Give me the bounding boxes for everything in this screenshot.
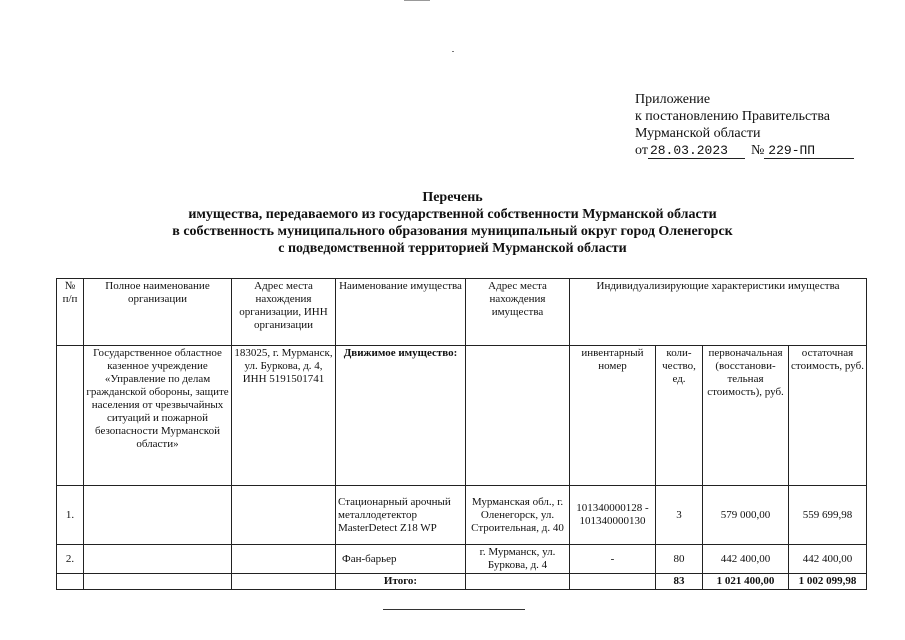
row-initial-cost: 579 000,00 — [703, 486, 789, 545]
row-property-address: Мурманская обл., г. Оленегорск, ул. Строительная, д. 40 — [466, 486, 570, 545]
total-row — [57, 574, 867, 590]
row-inventory: - — [570, 545, 656, 574]
total-residual-cost: 1 002 099,98 — [789, 574, 867, 590]
row-property-name: Фан-барьер — [336, 545, 466, 574]
row-num: 1. — [57, 486, 84, 545]
from-label: от — [635, 143, 648, 158]
decree-number: 229-ПП — [764, 144, 854, 159]
header-org-address: Адрес места нахождения организации, ИНН организации — [232, 279, 336, 346]
organization-name: Государственное областное казенное учреждение «Управление по делам гражданской обороны, защите населения от чрезвычайных ситуаций и пожарной безопасности Мурманской области» — [84, 346, 232, 486]
scan-mark — [404, 0, 430, 1]
appendix-line-3: Мурманской области — [635, 126, 761, 141]
header-num: № п/п — [57, 279, 84, 346]
header-inventory: инвентарный номер — [570, 346, 656, 486]
scan-dot — [452, 51, 454, 52]
header-row — [57, 279, 867, 346]
header-initial-cost: первоначальная (восстанови-тельная стоимость), руб. — [703, 346, 789, 486]
appendix-date-number-line — [635, 142, 854, 159]
appendix-line-2: к постановлению Правительства — [635, 109, 831, 124]
table-row — [57, 545, 867, 574]
property-type: Движимое имущество: — [336, 346, 466, 486]
header-property-name: Наименование имущества — [336, 279, 466, 346]
bottom-rule — [383, 609, 525, 610]
row-quantity: 3 — [656, 486, 703, 545]
title-line-2: имущества, передаваемого из государственной собственности Мурманской области — [188, 207, 717, 222]
appendix-block — [635, 91, 854, 159]
row-num: 2. — [57, 545, 84, 574]
total-initial-cost: 1 021 400,00 — [703, 574, 789, 590]
document-title — [0, 189, 905, 257]
property-table — [56, 278, 867, 590]
organization-address: 183025, г. Мурманск, ул. Буркова, д. 4, ИНН 5191501741 — [232, 346, 336, 486]
header-characteristics: Индивидуализирующие характеристики имущества — [570, 279, 867, 346]
title-line-1: Перечень — [422, 190, 483, 205]
total-label: Итого: — [336, 574, 466, 590]
title-line-4: с подведомственной территорией Мурманской области — [278, 241, 627, 256]
decree-date: 28.03.2023 — [648, 144, 745, 159]
title-line-3: в собственность муниципального образования муниципальный округ город Оленегорск — [172, 224, 733, 239]
header-quantity: коли-чество, ед. — [656, 346, 703, 486]
row-property-address: г. Мурманск, ул. Буркова, д. 4 — [466, 545, 570, 574]
table-row — [57, 486, 867, 545]
number-label: № — [750, 143, 765, 158]
row-inventory: 101340000128 - 101340000130 — [570, 486, 656, 545]
row-residual-cost: 559 699,98 — [789, 486, 867, 545]
organization-row — [57, 346, 867, 486]
row-residual-cost: 442 400,00 — [789, 545, 867, 574]
header-org-name: Полное наименование организации — [84, 279, 232, 346]
header-property-address: Адрес места нахождения имущества — [466, 279, 570, 346]
appendix-line-1: Приложение — [635, 92, 711, 107]
header-residual-cost: остаточная стоимость, руб. — [789, 346, 867, 486]
row-quantity: 80 — [656, 545, 703, 574]
total-quantity: 83 — [656, 574, 703, 590]
row-initial-cost: 442 400,00 — [703, 545, 789, 574]
row-property-name: Стационарный арочный металлодетектор MasterDetect Z18 WP — [336, 486, 466, 545]
